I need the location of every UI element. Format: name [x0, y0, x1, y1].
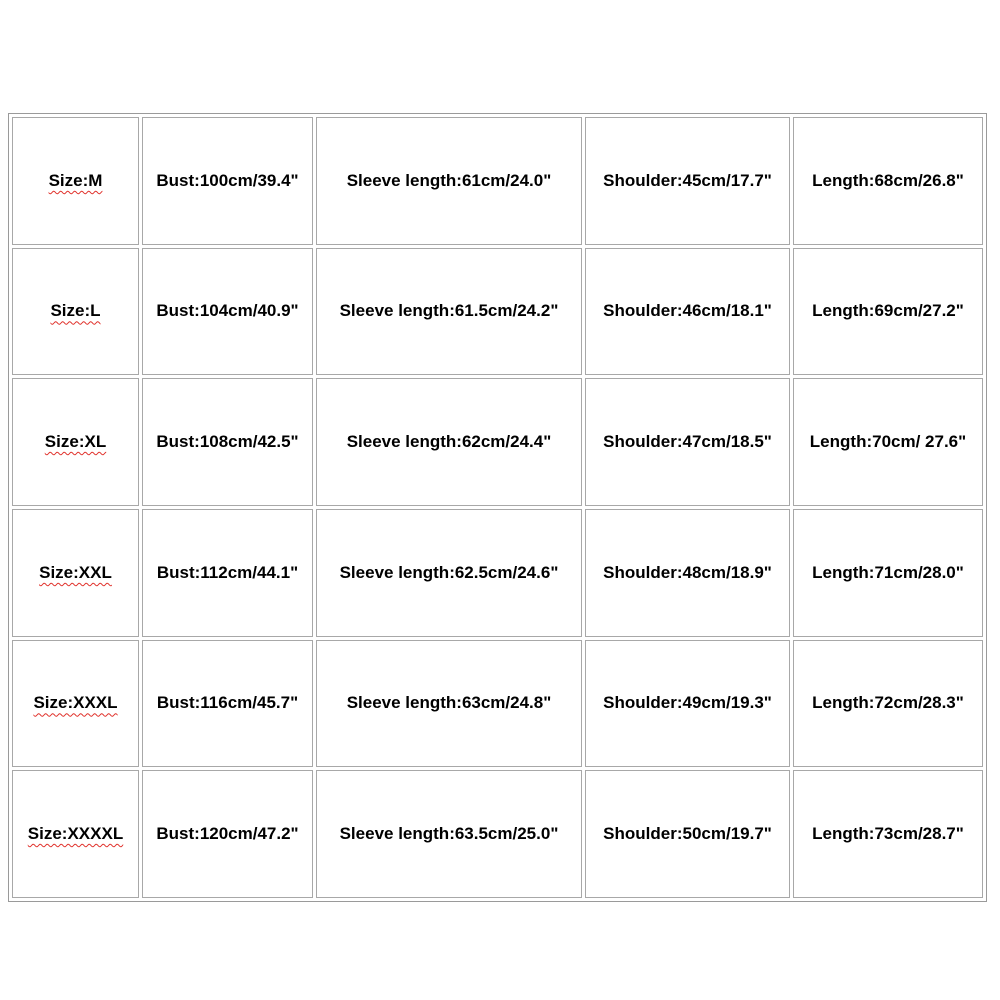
table-row — [12, 640, 983, 768]
bust-cell: Bust:112cm/44.1" — [142, 509, 313, 637]
sleeve-length-cell: Sleeve length:63cm/24.8" — [316, 640, 582, 768]
shoulder-cell: Shoulder:48cm/18.9" — [585, 509, 790, 637]
sleeve-length-cell: Sleeve length:63.5cm/25.0" — [316, 770, 582, 898]
bust-cell: Bust:104cm/40.9" — [142, 248, 313, 376]
shoulder-cell: Shoulder:50cm/19.7" — [585, 770, 790, 898]
size-label: Size:XXXL — [33, 693, 118, 713]
sleeve-length-cell: Sleeve length:62.5cm/24.6" — [316, 509, 582, 637]
size-cell — [12, 248, 139, 376]
size-cell — [12, 770, 139, 898]
table-row — [12, 770, 983, 898]
shoulder-cell: Shoulder:49cm/19.3" — [585, 640, 790, 768]
bust-cell: Bust:108cm/42.5" — [142, 378, 313, 506]
table-row — [12, 509, 983, 637]
size-cell — [12, 640, 139, 768]
size-label: Size:M — [48, 170, 103, 190]
bust-cell: Bust:116cm/45.7" — [142, 640, 313, 768]
size-cell — [12, 117, 139, 245]
shoulder-cell: Shoulder:46cm/18.1" — [585, 248, 790, 376]
length-cell: Length:72cm/28.3" — [793, 640, 983, 768]
length-cell: Length:71cm/28.0" — [793, 509, 983, 637]
table-row — [12, 378, 983, 506]
length-cell: Length:69cm/27.2" — [793, 248, 983, 376]
size-label: Size:XXXXL — [27, 824, 124, 844]
length-cell: Length:73cm/28.7" — [793, 770, 983, 898]
size-label: Size:L — [50, 301, 101, 321]
sleeve-length-cell: Sleeve length:62cm/24.4" — [316, 378, 582, 506]
size-cell — [12, 378, 139, 506]
length-cell: Length:68cm/26.8" — [793, 117, 983, 245]
bust-cell: Bust:100cm/39.4" — [142, 117, 313, 245]
shoulder-cell: Shoulder:45cm/17.7" — [585, 117, 790, 245]
length-cell: Length:70cm/ 27.6" — [793, 378, 983, 506]
table-row — [12, 117, 983, 245]
sleeve-length-cell: Sleeve length:61cm/24.0" — [316, 117, 582, 245]
table-row — [12, 248, 983, 376]
shoulder-cell: Shoulder:47cm/18.5" — [585, 378, 790, 506]
sleeve-length-cell: Sleeve length:61.5cm/24.2" — [316, 248, 582, 376]
size-cell — [12, 509, 139, 637]
size-chart-table — [8, 113, 987, 902]
size-label: Size:XL — [44, 432, 107, 452]
size-label: Size:XXL — [39, 562, 112, 582]
bust-cell: Bust:120cm/47.2" — [142, 770, 313, 898]
